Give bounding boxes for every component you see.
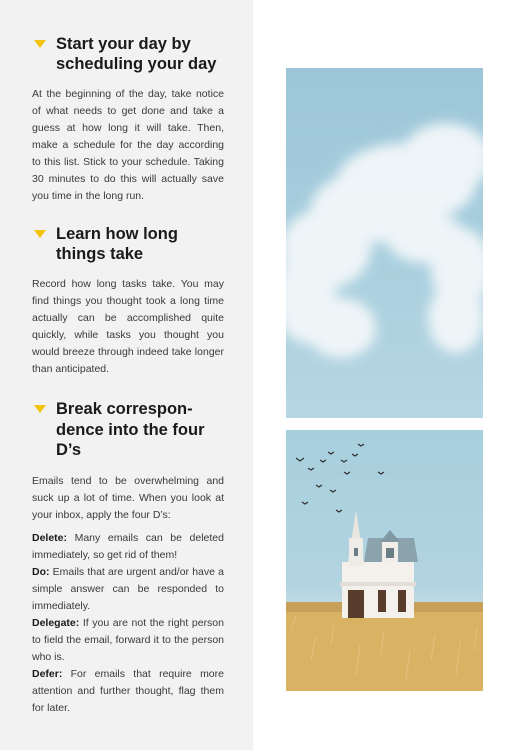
section-body: Emails tend to be overwhelming and suck up a lot of time. When you look at your inbox, apply the four D’s: (32, 474, 224, 521)
section-four-ds (32, 399, 224, 717)
item-text: Many emails can be deleted immediately, so get rid of them! (32, 531, 224, 561)
triangle-down-icon (34, 40, 46, 48)
house-field-photo (286, 430, 483, 691)
item-term: Do: (32, 565, 50, 578)
sky-clouds-photo (286, 68, 483, 418)
list-item-defer (32, 666, 224, 717)
section-heading (32, 224, 224, 264)
heading-line: scheduling your day (56, 55, 217, 73)
heading-line: things take (56, 245, 144, 263)
heading-line: D’s (56, 441, 82, 459)
list-item-do (32, 564, 224, 615)
heading-line: Learn how long (56, 225, 178, 243)
triangle-down-icon (34, 405, 46, 413)
house-illustration (286, 430, 483, 691)
section-heading (32, 34, 224, 74)
heading-line: Start your day by (56, 35, 191, 53)
section-schedule (32, 34, 224, 205)
item-text: For emails that require more attention and further thought, flag them for later. (32, 667, 224, 714)
section-track-time (32, 224, 224, 378)
house (340, 510, 418, 618)
heading-line: dence into the four (56, 420, 205, 439)
item-text: If you are not the right person to field the email, forward it to the person who is. (32, 616, 224, 663)
triangle-down-icon (34, 230, 46, 238)
section-body: Record how long tasks take. You may find things you thought took a long time actually can be accomplished quite quickly, while tasks you thought you would breeze through indeed take longer than anticipated. (32, 278, 224, 375)
clouds-illustration (286, 68, 483, 418)
heading-line: Break correspon- (56, 400, 193, 418)
list-item-delete (32, 530, 224, 564)
list-item-delegate (32, 615, 224, 666)
item-term: Delegate: (32, 616, 80, 629)
item-term: Defer: (32, 667, 63, 680)
four-ds-list (32, 530, 224, 717)
section-heading (32, 399, 224, 461)
section-body: At the beginning of the day, take notice of what needs to get done and take a guess at how long it will take. Then, make a schedule for the day according to this list. Stick to your schedule. Taking 30 minutes to do this will actually save you time in the long run. (32, 88, 224, 202)
item-term: Delete: (32, 531, 68, 544)
item-text: Emails that are urgent and/or have a simple answer can be responded to immediately. (32, 565, 224, 612)
